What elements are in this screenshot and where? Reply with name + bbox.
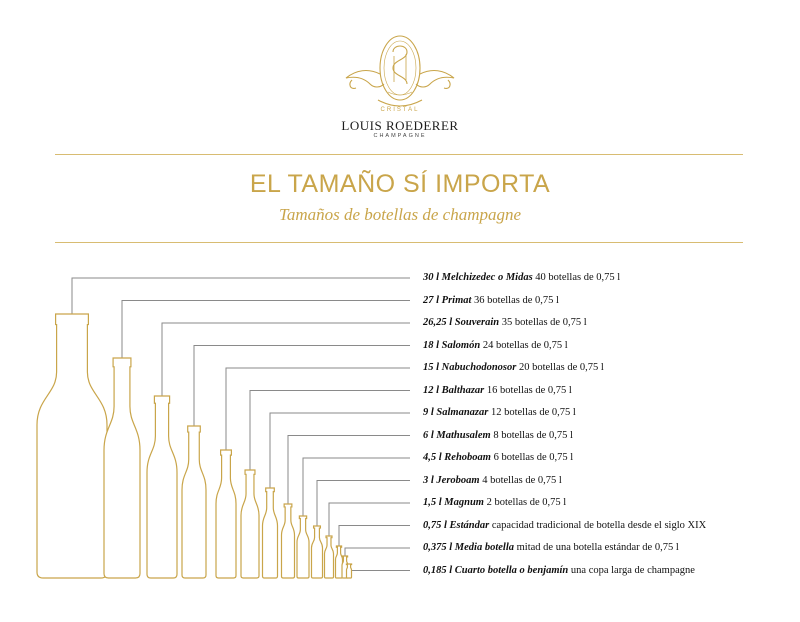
bottle-size-name: 3 l Jeroboam xyxy=(423,474,480,486)
bottle-label xyxy=(423,452,573,464)
bottle-label xyxy=(423,340,568,352)
bottle-silhouette xyxy=(263,488,278,578)
bottle-silhouette xyxy=(147,396,177,578)
bottle-label xyxy=(423,362,604,374)
bottle-size-name: 26,25 l Souverain xyxy=(423,317,500,328)
page-subtitle: Tamaños de botellas de champagne xyxy=(278,205,522,224)
bottle-size-description: mitad de una botella estándar de 0,75 l xyxy=(514,542,679,553)
bottle-silhouette xyxy=(37,314,107,578)
brand-subtitle: CHAMPAGNE xyxy=(373,133,427,139)
connector-line xyxy=(288,436,410,505)
bottle-silhouette xyxy=(297,516,309,578)
bottle-size-name: 0,185 l Cuarto botella o benjamín xyxy=(423,564,569,576)
bottle-label xyxy=(423,430,573,442)
seal-text: CRISTAL xyxy=(380,107,420,113)
bottle-size-description: 8 botellas de 0,75 l xyxy=(490,429,573,441)
bottle-silhouette xyxy=(325,536,334,578)
bottle-silhouette xyxy=(241,470,259,578)
connector-line xyxy=(329,503,410,536)
bottle-size-name: 27 l Primat xyxy=(423,294,472,306)
connector-line xyxy=(72,278,410,314)
bottle-label xyxy=(423,385,572,397)
bottle-size-description: 20 botellas de 0,75 l xyxy=(516,362,604,373)
bottle-size-name: 4,5 l Rehoboam xyxy=(423,452,491,463)
bottle-size-description: 35 botellas de 0,75 l xyxy=(499,317,587,328)
connector-line xyxy=(339,526,410,547)
bottle-size-name: 0,75 l Estándar xyxy=(423,519,490,531)
bottle-size-description: 16 botellas de 0,75 l xyxy=(484,384,572,396)
bottle-size-description: 24 botellas de 0,75 l xyxy=(480,339,568,351)
bottle-label xyxy=(423,497,566,509)
bottle-label xyxy=(423,565,695,577)
brand-name: LOUIS ROEDERER xyxy=(341,118,459,133)
bottle-size-name: 1,5 l Magnum xyxy=(423,497,484,508)
bottle-size-name: 18 l Salomón xyxy=(423,339,481,351)
bottle-label xyxy=(423,272,620,284)
bottle-silhouette xyxy=(346,564,351,578)
bottle-size-name: 9 l Salmanazar xyxy=(423,407,489,418)
connector-line xyxy=(122,301,410,359)
bottle-label xyxy=(423,520,706,532)
bottle-silhouette xyxy=(104,358,140,578)
bottle-size-name: 6 l Mathusalem xyxy=(423,429,491,441)
connector-line xyxy=(303,458,410,516)
connector-line xyxy=(345,548,410,556)
bottle-size-description: 4 botellas de 0,75 l xyxy=(479,474,562,486)
bottle-size-description: 2 botellas de 0,75 l xyxy=(483,497,567,508)
bottle-size-name: 12 l Balthazar xyxy=(423,384,485,396)
bottle-label xyxy=(423,407,576,419)
page-title: EL TAMAÑO SÍ IMPORTA xyxy=(249,170,551,198)
bottle-silhouette xyxy=(182,426,206,578)
connector-line xyxy=(349,564,410,571)
bottle-silhouette xyxy=(216,450,236,578)
connector-line xyxy=(162,323,410,396)
bottle-label xyxy=(423,475,562,487)
bottle-size-name: 15 l Nabuchodonosor xyxy=(423,362,517,373)
bottle-label xyxy=(423,295,559,307)
bottle-size-description: 12 botellas de 0,75 l xyxy=(488,407,576,418)
bottle-label xyxy=(423,542,679,554)
bottle-size-name: 0,375 l Media botella xyxy=(423,542,514,553)
bottle-size-description: capacidad tradicional de botella desde el siglo XIX xyxy=(489,519,707,531)
connector-line xyxy=(270,413,410,488)
bottle-size-description: 36 botellas de 0,75 l xyxy=(471,294,559,306)
bottle-label xyxy=(423,317,587,329)
bottle-silhouette xyxy=(312,526,323,578)
bottle-size-description: 40 botellas de 0,75 l xyxy=(532,272,621,283)
bottle-size-description: 6 botellas de 0,75 l xyxy=(490,452,574,463)
connector-line xyxy=(226,368,410,450)
bottle-silhouette xyxy=(282,504,295,578)
bottle-size-name: 30 l Melchizedec o Midas xyxy=(423,272,533,283)
bottle-size-description: una copa larga de champagne xyxy=(568,564,695,576)
